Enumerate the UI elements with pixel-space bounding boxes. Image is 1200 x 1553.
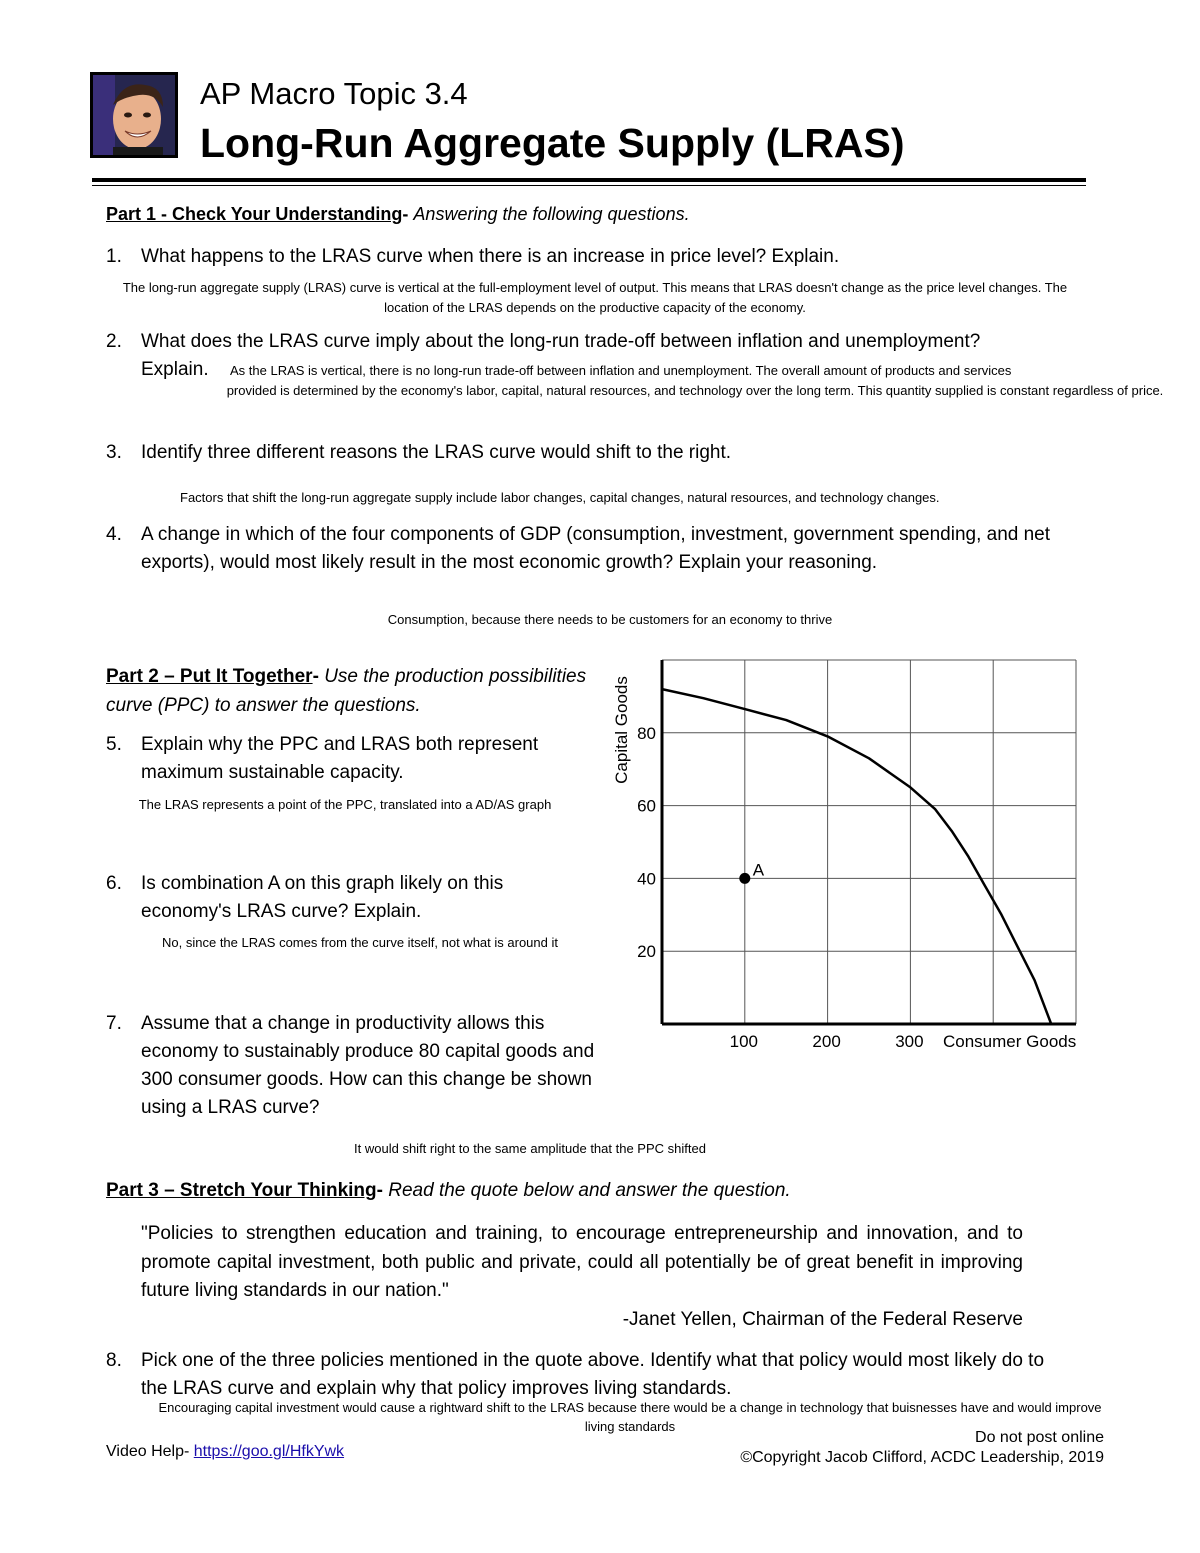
question-number: 7. (106, 1013, 122, 1034)
quote-attribution: -Janet Yellen, Chairman of the Federal Reserve (622, 1309, 1023, 1330)
question-text: A change in which of the four components of GDP (consumption, investment, government spending, and net exports), would most likely result in the most economic growth? Explain your reasoning. (141, 524, 1051, 573)
y-tick-label: 20 (637, 942, 656, 962)
x-tick-label: 300 (895, 1032, 924, 1051)
ppc-chart (600, 650, 1110, 1060)
question-8 (106, 1347, 1066, 1403)
question-3 (106, 439, 1066, 467)
author-photo-icon (93, 75, 175, 155)
part1-heading: Part 1 - Check Your Understanding- Answering the following questions. (106, 204, 690, 224)
question-text: Is combination A on this graph likely on this economy's LRAS curve? Explain. (141, 873, 504, 922)
video-help (106, 1443, 344, 1461)
question-4 (106, 521, 1066, 577)
video-help-link[interactable]: https://goo.gl/HfkYwk (193, 1443, 345, 1460)
answer-1: The long-run aggregate supply (LRAS) curve is vertical at the full-employment level of output. This means that LRAS doesn't change as the price level changes. The location of the LRAS depends on the productive capacity of the economy. (122, 280, 1068, 315)
question-text: Identify three different reasons the LRAS curve would shift to the right. (141, 442, 732, 463)
answer-8: Encouraging capital investment would cause a rightward shift to the LRAS because there would be a change in technology that buisnesses have and would improve living standards (158, 1400, 1102, 1434)
question-number: 4. (106, 524, 122, 545)
question-2-continued: Explain. (141, 359, 209, 380)
question-number: 1. (106, 246, 122, 267)
question-number: 5. (106, 734, 122, 755)
answer-7: It would shift right to the same amplitude that the PPC shifted (354, 1141, 706, 1156)
question-5 (106, 731, 546, 787)
part1-label: Part 1 - Check Your Understanding (106, 204, 403, 224)
question-text: What happens to the LRAS curve when there is an increase in price level? Explain. (141, 246, 840, 267)
header-divider (92, 178, 1086, 182)
header-divider-thin (92, 185, 1086, 186)
part2-heading: Part 2 – Put It Together- Use the production possibilities curve (PPC) to answer the questions. (106, 666, 587, 716)
answer-6: No, since the LRAS comes from the curve itself, not what is around it (162, 935, 558, 950)
answer-2-line1: As the LRAS is vertical, there is no long-run trade-off between inflation and unemployment. The overall amount of products and services (230, 363, 1012, 378)
do-not-post-notice: Do not post online (975, 1429, 1104, 1446)
question-6 (106, 870, 566, 926)
part2-instructions: Use the production possibilities curve (PPC) to answer the questions. (106, 666, 587, 716)
question-1 (106, 243, 1066, 271)
question-number: 8. (106, 1350, 122, 1371)
question-text: Assume that a change in productivity allows this economy to sustainably produce 80 capital goods and 300 consumer goods. How can this change be shown using a LRAS curve? (141, 1013, 595, 1118)
chart-axes (662, 660, 1076, 1024)
y-tick-label: 40 (637, 869, 656, 889)
x-tick-label: 100 (729, 1032, 758, 1051)
answer-2-line2: provided is determined by the economy's labor, capital, natural resources, and technology over the long term. This quantity supplied is constant regardless of price. (226, 383, 1164, 398)
question-text: What does the LRAS curve imply about the long-run trade-off between inflation and unemployment? (141, 331, 981, 352)
answer-4: Consumption, because there needs to be customers for an economy to thrive (387, 612, 833, 627)
part1-instructions: Answering the following questions. (413, 204, 690, 224)
video-help-label: Video Help- (106, 1443, 190, 1460)
y-axis-label: Capital Goods (612, 676, 631, 784)
answer-5: The LRAS represents a point of the PPC, translated into a AD/AS graph (138, 797, 552, 812)
question-text: Pick one of the three policies mentioned in the quote above. Identify what that policy would most likely do to the LRAS curve and explain why that policy improves living standards. (141, 1350, 1045, 1399)
question-number: 3. (106, 442, 122, 463)
part3-instructions: Read the quote below and answer the question. (388, 1180, 791, 1201)
x-axis-label: Consumer Goods (943, 1032, 1077, 1051)
part3-label: Part 3 – Stretch Your Thinking (106, 1180, 377, 1201)
question-text: Explain why the PPC and LRAS both represent maximum sustainable capacity. (141, 734, 539, 783)
page-title: Long-Run Aggregate Supply (LRAS) (200, 120, 905, 166)
question-7 (106, 1010, 596, 1122)
topic-heading: AP Macro Topic 3.4 (200, 76, 468, 111)
answer-3: Factors that shift the long-run aggregate supply include labor changes, capital changes, natural resources, and technology changes. (180, 490, 940, 505)
point-a-label: A (752, 860, 765, 880)
copyright-notice: ©Copyright Jacob Clifford, ACDC Leadership, 2019 (740, 1449, 1104, 1466)
footer-notice-block (740, 1428, 1104, 1468)
question-number: 6. (106, 873, 122, 894)
part2-label: Part 2 – Put It Together (106, 666, 313, 687)
chart-ticks (637, 724, 924, 1051)
x-tick-label: 200 (812, 1032, 841, 1051)
y-tick-label: 60 (637, 796, 656, 816)
chart-points (739, 860, 765, 884)
question-2 (106, 328, 1106, 356)
point-a-marker (739, 873, 750, 884)
chart-grid (662, 660, 1076, 1024)
yellen-quote: "Policies to strengthen education and training, to encourage entrepreneurship and innovation, and to promote capital investment, both public and private, could all potentially be of great benefit in improving future living standards in our nation." (141, 1223, 1023, 1301)
question-number: 2. (106, 331, 122, 352)
author-photo (90, 72, 178, 158)
part3-heading: Part 3 – Stretch Your Thinking- Read the quote below and answer the question. (106, 1180, 791, 1201)
y-tick-label: 80 (637, 723, 656, 743)
